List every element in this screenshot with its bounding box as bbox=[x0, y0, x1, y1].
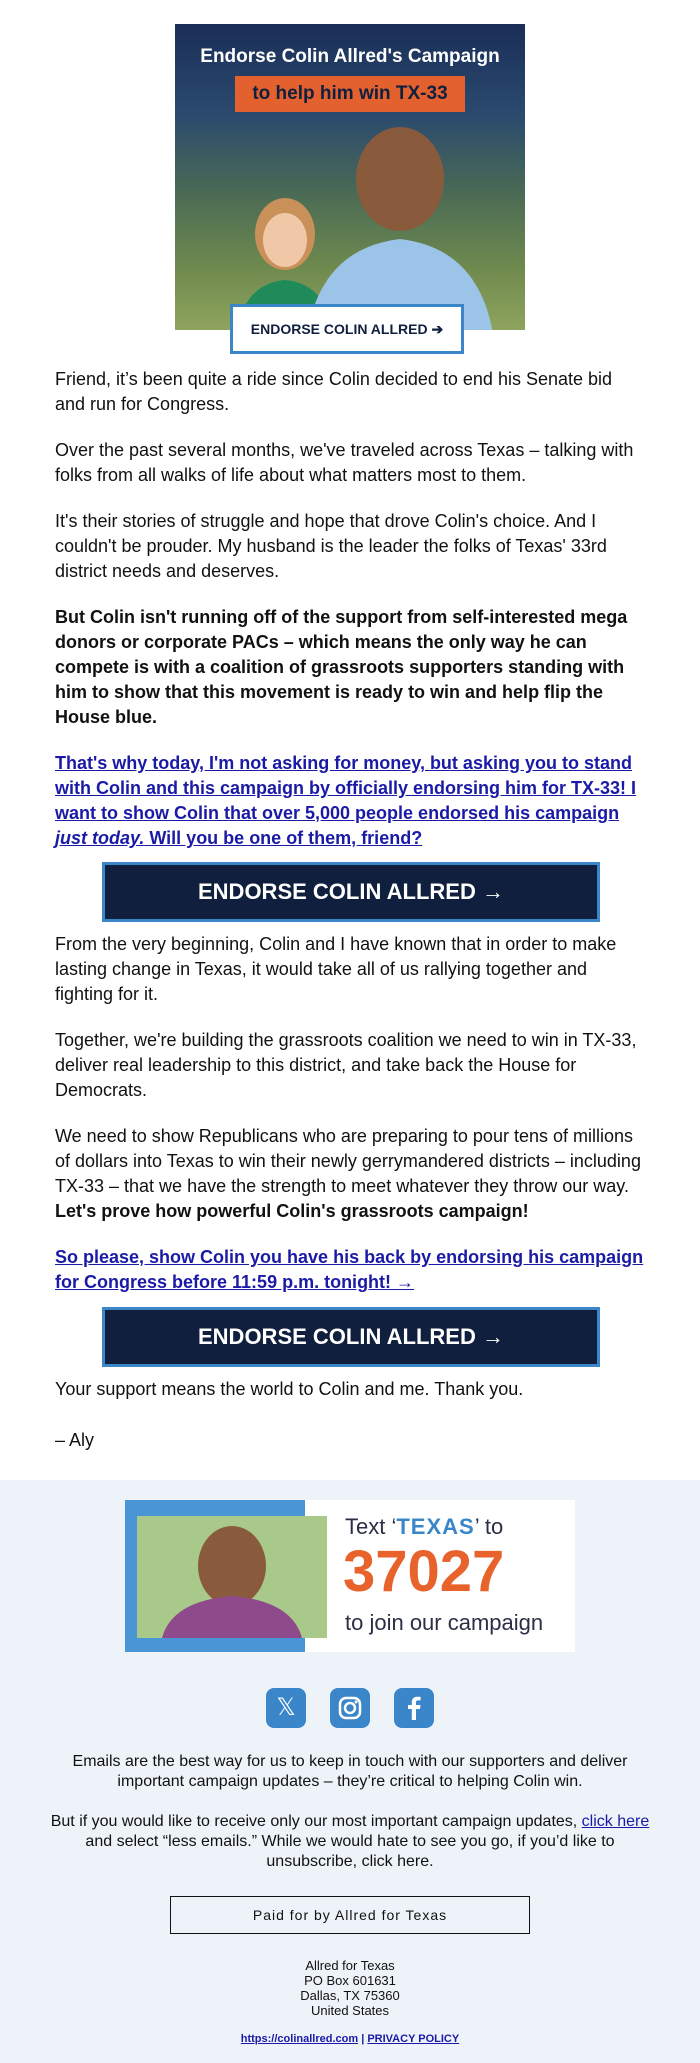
paragraph-4-text: But Colin isn't running off of the support from self-interested mega donors or corporate PACs – which means the only way he can compete is with a coalition of grassroots supporters standing with him to show that this movement is ready to win and help flip the House blue. bbox=[55, 607, 628, 727]
text-instruction bbox=[345, 1514, 503, 1540]
deadline-link-text[interactable]: So please, show Colin you have his back by endorsing his campaign for Congress before 11:59 p.m. tonight! → bbox=[55, 1247, 644, 1292]
endorse-button-2[interactable]: ENDORSE COLIN ALLRED → bbox=[102, 1307, 600, 1367]
paragraph-1 bbox=[55, 367, 647, 417]
endorse-link-paragraph[interactable] bbox=[55, 751, 647, 851]
hero-endorse-button[interactable]: ENDORSE COLIN ALLRED ➔ bbox=[230, 304, 464, 354]
less-emails-text-b[interactable]: and select “less emails.” While we would hate to see you go, if you’d like to unsubscribe, click here. bbox=[85, 1833, 615, 1870]
paragraph-4 bbox=[55, 605, 647, 730]
paragraph-2-text: Over the past several months, we've traveled across Texas – talking with folks from all walks of life about what matters most to them. bbox=[55, 440, 634, 485]
endorse-link-text-b[interactable]: Will you be one of them, friend? bbox=[144, 828, 423, 848]
paragraph-6-text: From the very beginning, Colin and I have known that in order to make lasting change in Texas, it would take all of us rallying together and fighting for it. bbox=[55, 934, 617, 1004]
text-instruction-post: ’ to bbox=[474, 1514, 504, 1539]
facebook-glyph bbox=[394, 1688, 434, 1728]
keyword-texas: TEXAS bbox=[396, 1514, 475, 1539]
paragraph-8-text: We need to show Republicans who are preparing to pour tens of millions of dollars into Texas to win their newly gerrymandered districts – including TX-33 – that we have the strength to meet whatever they throw our way. bbox=[55, 1126, 641, 1196]
paragraph-10-text: Your support means the world to Colin and me. Thank you. bbox=[55, 1379, 524, 1399]
join-campaign-text: to join our campaign bbox=[345, 1610, 544, 1635]
colin-smiling-photo bbox=[137, 1516, 327, 1638]
endorse-link-emphasis[interactable]: just today. bbox=[55, 828, 145, 848]
paragraph-1-text: Friend, it’s been quite a ride since Colin decided to end his Senate bid and run for Congress. bbox=[55, 369, 613, 414]
instagram-icon[interactable] bbox=[330, 1688, 370, 1728]
link-separator: | bbox=[361, 2033, 365, 2045]
hero-banner[interactable] bbox=[175, 24, 525, 330]
address-line: Allred for Texas bbox=[305, 1958, 395, 1973]
paragraph-10 bbox=[55, 1377, 647, 1402]
click-here-link[interactable]: click here bbox=[581, 1813, 650, 1830]
paragraph-3 bbox=[55, 509, 647, 584]
privacy-policy-link[interactable]: PRIVACY POLICY bbox=[367, 2033, 460, 2045]
paragraph-6 bbox=[55, 932, 647, 1007]
x-icon[interactable]: 𝕏 bbox=[266, 1688, 306, 1728]
website-link[interactable]: https://colinallred.com bbox=[240, 2033, 359, 2045]
endorse-button-1[interactable]: ENDORSE COLIN ALLRED → bbox=[102, 862, 600, 922]
paragraph-2 bbox=[55, 438, 647, 488]
deadline-link-paragraph[interactable] bbox=[55, 1245, 647, 1295]
short-code-number: 37027 bbox=[343, 1539, 505, 1604]
paragraph-7 bbox=[55, 1028, 647, 1103]
bottom-links bbox=[150, 2033, 550, 2045]
paragraph-3-text: It's their stories of struggle and hope that drove Colin's choice. And I couldn't be prouder. My husband is the leader the folks of Texas' 33rd district needs and deserves. bbox=[55, 511, 607, 581]
address-line: PO Box 601631 bbox=[304, 1973, 396, 1988]
less-emails-text-a: But if you would like to receive only our most important campaign updates, bbox=[50, 1813, 582, 1830]
signoff-text: – Aly bbox=[55, 1430, 95, 1450]
paragraph-8 bbox=[55, 1124, 647, 1224]
paragraph-7-text: Together, we're building the grassroots coalition we need to win in TX-33, deliver real leadership to this district, and take back the House for Democrats. bbox=[55, 1030, 637, 1100]
mailing-address bbox=[250, 1958, 450, 2018]
signoff bbox=[55, 1428, 647, 1453]
paid-for-disclaimer: Paid for by Allred for Texas bbox=[170, 1896, 530, 1934]
text-join-banner[interactable] bbox=[125, 1500, 575, 1652]
hero-title: Endorse Colin Allred's Campaign bbox=[200, 46, 500, 67]
instagram-glyph bbox=[330, 1688, 370, 1728]
address-line: Dallas, TX 75360 bbox=[300, 1988, 400, 2003]
less-emails-info bbox=[40, 1812, 660, 1872]
paragraph-8-bold: Let's prove how powerful Colin's grassroots campaign! bbox=[55, 1201, 529, 1221]
facebook-icon[interactable] bbox=[394, 1688, 434, 1728]
endorse-link-text-a[interactable]: That's why today, I'm not asking for money, but asking you to stand with Colin and this campaign by officially endorsing him for TX-33! I want to show Colin that over 5,000 people endorsed his campaign bbox=[55, 753, 637, 823]
text-instruction-pre: Text ‘ bbox=[345, 1514, 397, 1539]
hero-subtitle: to help him win TX-33 bbox=[235, 76, 465, 112]
emails-info: Emails are the best way for us to keep in touch with our supporters and deliver important campaign updates – they’re critical to helping Colin win. bbox=[72, 1753, 628, 1790]
colin-photo bbox=[295, 119, 505, 330]
address-line: United States bbox=[310, 2003, 390, 2018]
